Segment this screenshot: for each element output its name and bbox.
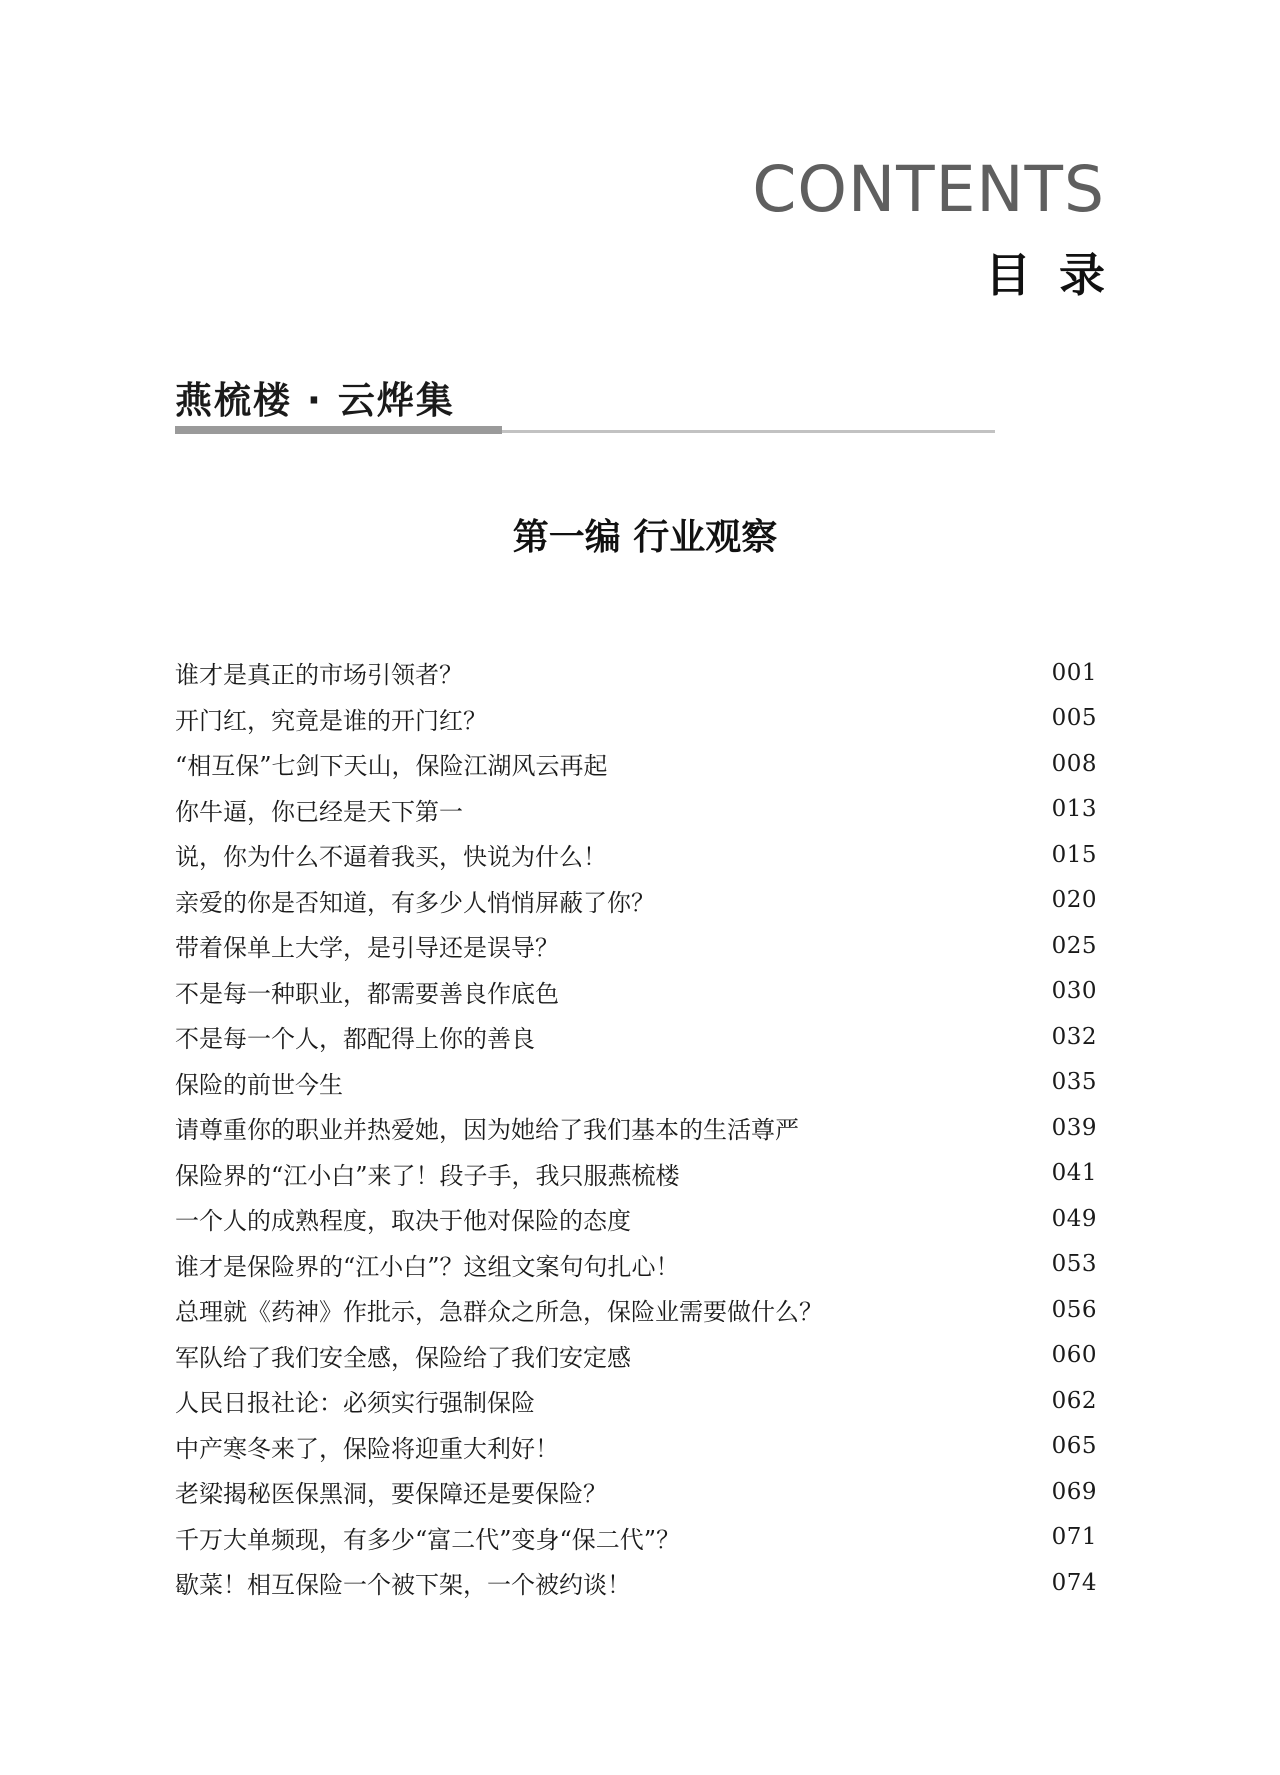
toc-entry[interactable] bbox=[175, 1060, 1097, 1106]
toc-entry-title: 不是每一种职业，都需要善良作底色 bbox=[175, 979, 559, 1008]
toc-entry[interactable] bbox=[175, 1333, 1097, 1379]
toc-entry-title: 人民日报社论：必须实行强制保险 bbox=[175, 1389, 535, 1418]
toc-entry-page-number: 053 bbox=[1051, 1251, 1097, 1278]
toc-entry-page-number: 025 bbox=[1051, 932, 1097, 959]
toc-entry[interactable] bbox=[175, 923, 1097, 969]
toc-entry[interactable] bbox=[175, 1014, 1097, 1060]
toc-entry-title: 老梁揭秘医保黑洞，要保障还是要保险？ bbox=[175, 1480, 607, 1509]
toc-entry-page-number: 071 bbox=[1051, 1524, 1097, 1551]
toc-entry[interactable] bbox=[175, 969, 1097, 1015]
toc-entry-page-number: 060 bbox=[1051, 1342, 1097, 1369]
contents-heading-cn: 目录 bbox=[985, 248, 1133, 302]
toc-entry-page-number: 008 bbox=[1051, 750, 1097, 777]
toc-entry-title: 不是每一个人，都配得上你的善良 bbox=[175, 1025, 535, 1054]
title-underline-thick bbox=[175, 426, 502, 434]
toc-entry-title: 保险界的“江小白”来了！段子手，我只服燕梳楼 bbox=[175, 1161, 680, 1190]
toc-entry[interactable] bbox=[175, 1196, 1097, 1242]
toc-entry-page-number: 030 bbox=[1051, 978, 1097, 1005]
toc-entry-page-number: 049 bbox=[1051, 1205, 1097, 1232]
toc-entry-title: 总理就《药神》作批示，急群众之所急，保险业需要做什么？ bbox=[175, 1298, 823, 1327]
toc-entry[interactable] bbox=[175, 1105, 1097, 1151]
toc-entry-page-number: 074 bbox=[1051, 1569, 1097, 1596]
toc-entry-title: “相互保”七剑下天山，保险江湖风云再起 bbox=[175, 752, 608, 781]
toc-entry-page-number: 032 bbox=[1051, 1023, 1097, 1050]
toc-entry-page-number: 065 bbox=[1051, 1433, 1097, 1460]
toc-entry-page-number: 001 bbox=[1051, 659, 1097, 686]
toc-entry[interactable] bbox=[175, 650, 1097, 696]
toc-entry[interactable] bbox=[175, 1287, 1097, 1333]
toc-entry[interactable] bbox=[175, 696, 1097, 742]
section-title: 第一编 行业观察 bbox=[512, 517, 778, 558]
toc-entry[interactable] bbox=[175, 832, 1097, 878]
toc-entry[interactable] bbox=[175, 787, 1097, 833]
toc-entry[interactable] bbox=[175, 1469, 1097, 1515]
toc-entry-page-number: 015 bbox=[1051, 841, 1097, 868]
toc-entry-title: 谁才是保险界的“江小白”？这组文案句句扎心！ bbox=[175, 1252, 680, 1281]
toc-entry-page-number: 013 bbox=[1051, 796, 1097, 823]
toc-entry-page-number: 062 bbox=[1051, 1387, 1097, 1414]
toc-entry[interactable] bbox=[175, 1515, 1097, 1561]
toc-entry-page-number: 069 bbox=[1051, 1478, 1097, 1505]
table-of-contents bbox=[175, 650, 1097, 1606]
toc-entry-page-number: 005 bbox=[1051, 705, 1097, 732]
toc-entry-title: 谁才是真正的市场引领者？ bbox=[175, 661, 463, 690]
toc-entry-title: 你牛逼，你已经是天下第一 bbox=[175, 797, 463, 826]
toc-entry-title: 千万大单频现，有多少“富二代”变身“保二代”？ bbox=[175, 1525, 681, 1554]
toc-entry-title: 亲爱的你是否知道，有多少人悄悄屏蔽了你？ bbox=[175, 888, 655, 917]
toc-entry-title: 说，你为什么不逼着我买，快说为什么！ bbox=[175, 843, 607, 872]
toc-entry[interactable] bbox=[175, 1424, 1097, 1470]
toc-entry-page-number: 035 bbox=[1051, 1069, 1097, 1096]
toc-entry[interactable] bbox=[175, 1560, 1097, 1606]
toc-entry[interactable] bbox=[175, 1242, 1097, 1288]
toc-entry[interactable] bbox=[175, 1151, 1097, 1197]
toc-entry-title: 中产寒冬来了，保险将迎重大利好！ bbox=[175, 1434, 559, 1463]
toc-entry-title: 开门红，究竟是谁的开门红？ bbox=[175, 706, 487, 735]
contents-heading-en: CONTENTS bbox=[752, 153, 1105, 226]
toc-entry-title: 军队给了我们安全感，保险给了我们安定感 bbox=[175, 1343, 631, 1372]
toc-entry-page-number: 020 bbox=[1051, 887, 1097, 914]
toc-entry[interactable] bbox=[175, 1378, 1097, 1424]
toc-entry-page-number: 041 bbox=[1051, 1160, 1097, 1187]
toc-entry[interactable] bbox=[175, 878, 1097, 924]
book-title: 燕梳楼 · 云烨集 bbox=[175, 379, 455, 422]
toc-entry-title: 一个人的成熟程度，取决于他对保险的态度 bbox=[175, 1207, 631, 1236]
toc-entry-title: 保险的前世今生 bbox=[175, 1070, 343, 1099]
toc-entry-title: 歇菜！相互保险一个被下架，一个被约谈！ bbox=[175, 1571, 631, 1600]
toc-entry[interactable] bbox=[175, 741, 1097, 787]
toc-entry-page-number: 039 bbox=[1051, 1114, 1097, 1141]
toc-entry-page-number: 056 bbox=[1051, 1296, 1097, 1323]
title-underline-thin bbox=[502, 430, 995, 433]
toc-entry-title: 请尊重你的职业并热爱她，因为她给了我们基本的生活尊严 bbox=[175, 1116, 799, 1145]
toc-entry-title: 带着保单上大学，是引导还是误导？ bbox=[175, 934, 559, 963]
